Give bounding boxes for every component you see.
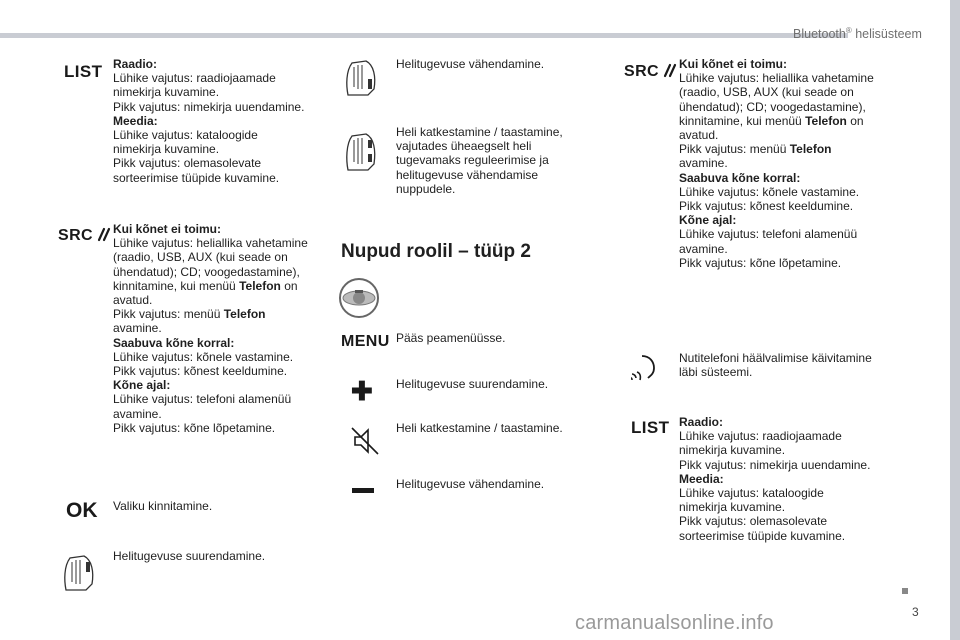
list-description: Raadio: Lühike vajutus: raadiojaamade nimekirja kuvamine. Pikk vajutus: nimekirja uuendamine. Meedia: Lühike vajutus: kataloogide nimekirja kuvamine. Pikk vajutus: olemasolevate sorteerimise tüüpide kuvamine. xyxy=(113,57,305,185)
volume-up-description: Helitugevuse suurendamine. xyxy=(113,549,266,563)
mute-speaker-icon xyxy=(349,425,381,457)
src-phone-button: SRC xyxy=(58,226,111,245)
menu-description: Pääs peamenüüsse. xyxy=(396,331,506,345)
minus-button-label xyxy=(352,488,374,493)
mute-description: Heli katkestamine / taastamine, vajutades üheaegselt heli tugevamaks reguleerimise ja helitugevuse vähendamise nuppudele. xyxy=(396,125,563,196)
src-phone-button-2: SRC xyxy=(624,62,677,81)
steering-control-up-icon xyxy=(58,550,102,594)
list-description-2: Raadio: Lühike vajutus: raadiojaamade nimekirja kuvamine. Pikk vajutus: nimekirja uuendamine. Meedia: Lühike vajutus: kataloogide nimekirja kuvamine. Pikk vajutus: olemasolevate sorteerimise tüüpide kuvamine. xyxy=(679,415,871,543)
src-description: Kui kõnet ei toimu: Lühike vajutus: heliallika vahetamine (raadio, USB, AUX (kui seade on ühendatud); CD; voogedastamine), kinnitamine, kui menüü Telefon on avatud. Pikk vajutus: menüü Telefon avamine. Saabuva kõne korral: Lühike vajutus: kõnele vastamine. Pikk vajutus: kõnest keeldumine. Kõne ajal: Lühike vajutus: telefoni alamenüü avamine. Pikk vajutus: kõne lõpetamine. xyxy=(113,222,308,435)
phone-call-icon xyxy=(663,62,677,78)
plus-description: Helitugevuse suurendamine. xyxy=(396,377,549,391)
sidebar-strip xyxy=(950,0,960,640)
ok-description: Valiku kinnitamine. xyxy=(113,499,213,513)
header-rule xyxy=(0,33,848,38)
watermark: carmanualsonline.info xyxy=(575,612,774,634)
menu-button-label: MENU xyxy=(341,333,390,350)
voice-command-icon xyxy=(628,352,662,386)
steering-wheel-icon xyxy=(337,276,381,320)
page-marker xyxy=(902,588,908,594)
src-description-2: Kui kõnet ei toimu: Lühike vajutus: heliallika vahetamine (raadio, USB, AUX (kui seade on ühendatud); CD; voogedastamine), kinnitamine, kui menüü Telefon on avatud. Pikk vajutus: menüü Telefon avamine. Saabuva kõne korral: Lühike vajutus: kõnele vastamine. Pikk vajutus: kõnest keeldumine. Kõne ajal: Lühike vajutus: telefoni alamenüü avamine. Pikk vajutus: kõne lõpetamine. xyxy=(679,57,874,270)
steering-control-down-icon xyxy=(340,55,384,99)
ok-button-label: OK xyxy=(66,499,98,522)
section-title: Bluetooth® helisüsteem xyxy=(793,26,922,42)
section-heading: Nupud roolil – tüüp 2 xyxy=(341,241,531,262)
page-number: 3 xyxy=(912,605,919,619)
list-button-label-2: LIST xyxy=(631,418,670,437)
mute2-description: Heli katkestamine / taastamine. xyxy=(396,421,563,435)
steering-control-both-icon xyxy=(340,128,384,174)
list-button-label: LIST xyxy=(64,62,103,81)
minus-description: Helitugevuse vähendamine. xyxy=(396,477,545,491)
voice-description: Nutitelefoni häälvalimise käivitamine läbi süsteemi. xyxy=(679,351,872,380)
plus-button-label: ✚ xyxy=(351,376,373,406)
phone-call-icon xyxy=(97,226,111,242)
volume-down-description: Helitugevuse vähendamine. xyxy=(396,57,545,71)
